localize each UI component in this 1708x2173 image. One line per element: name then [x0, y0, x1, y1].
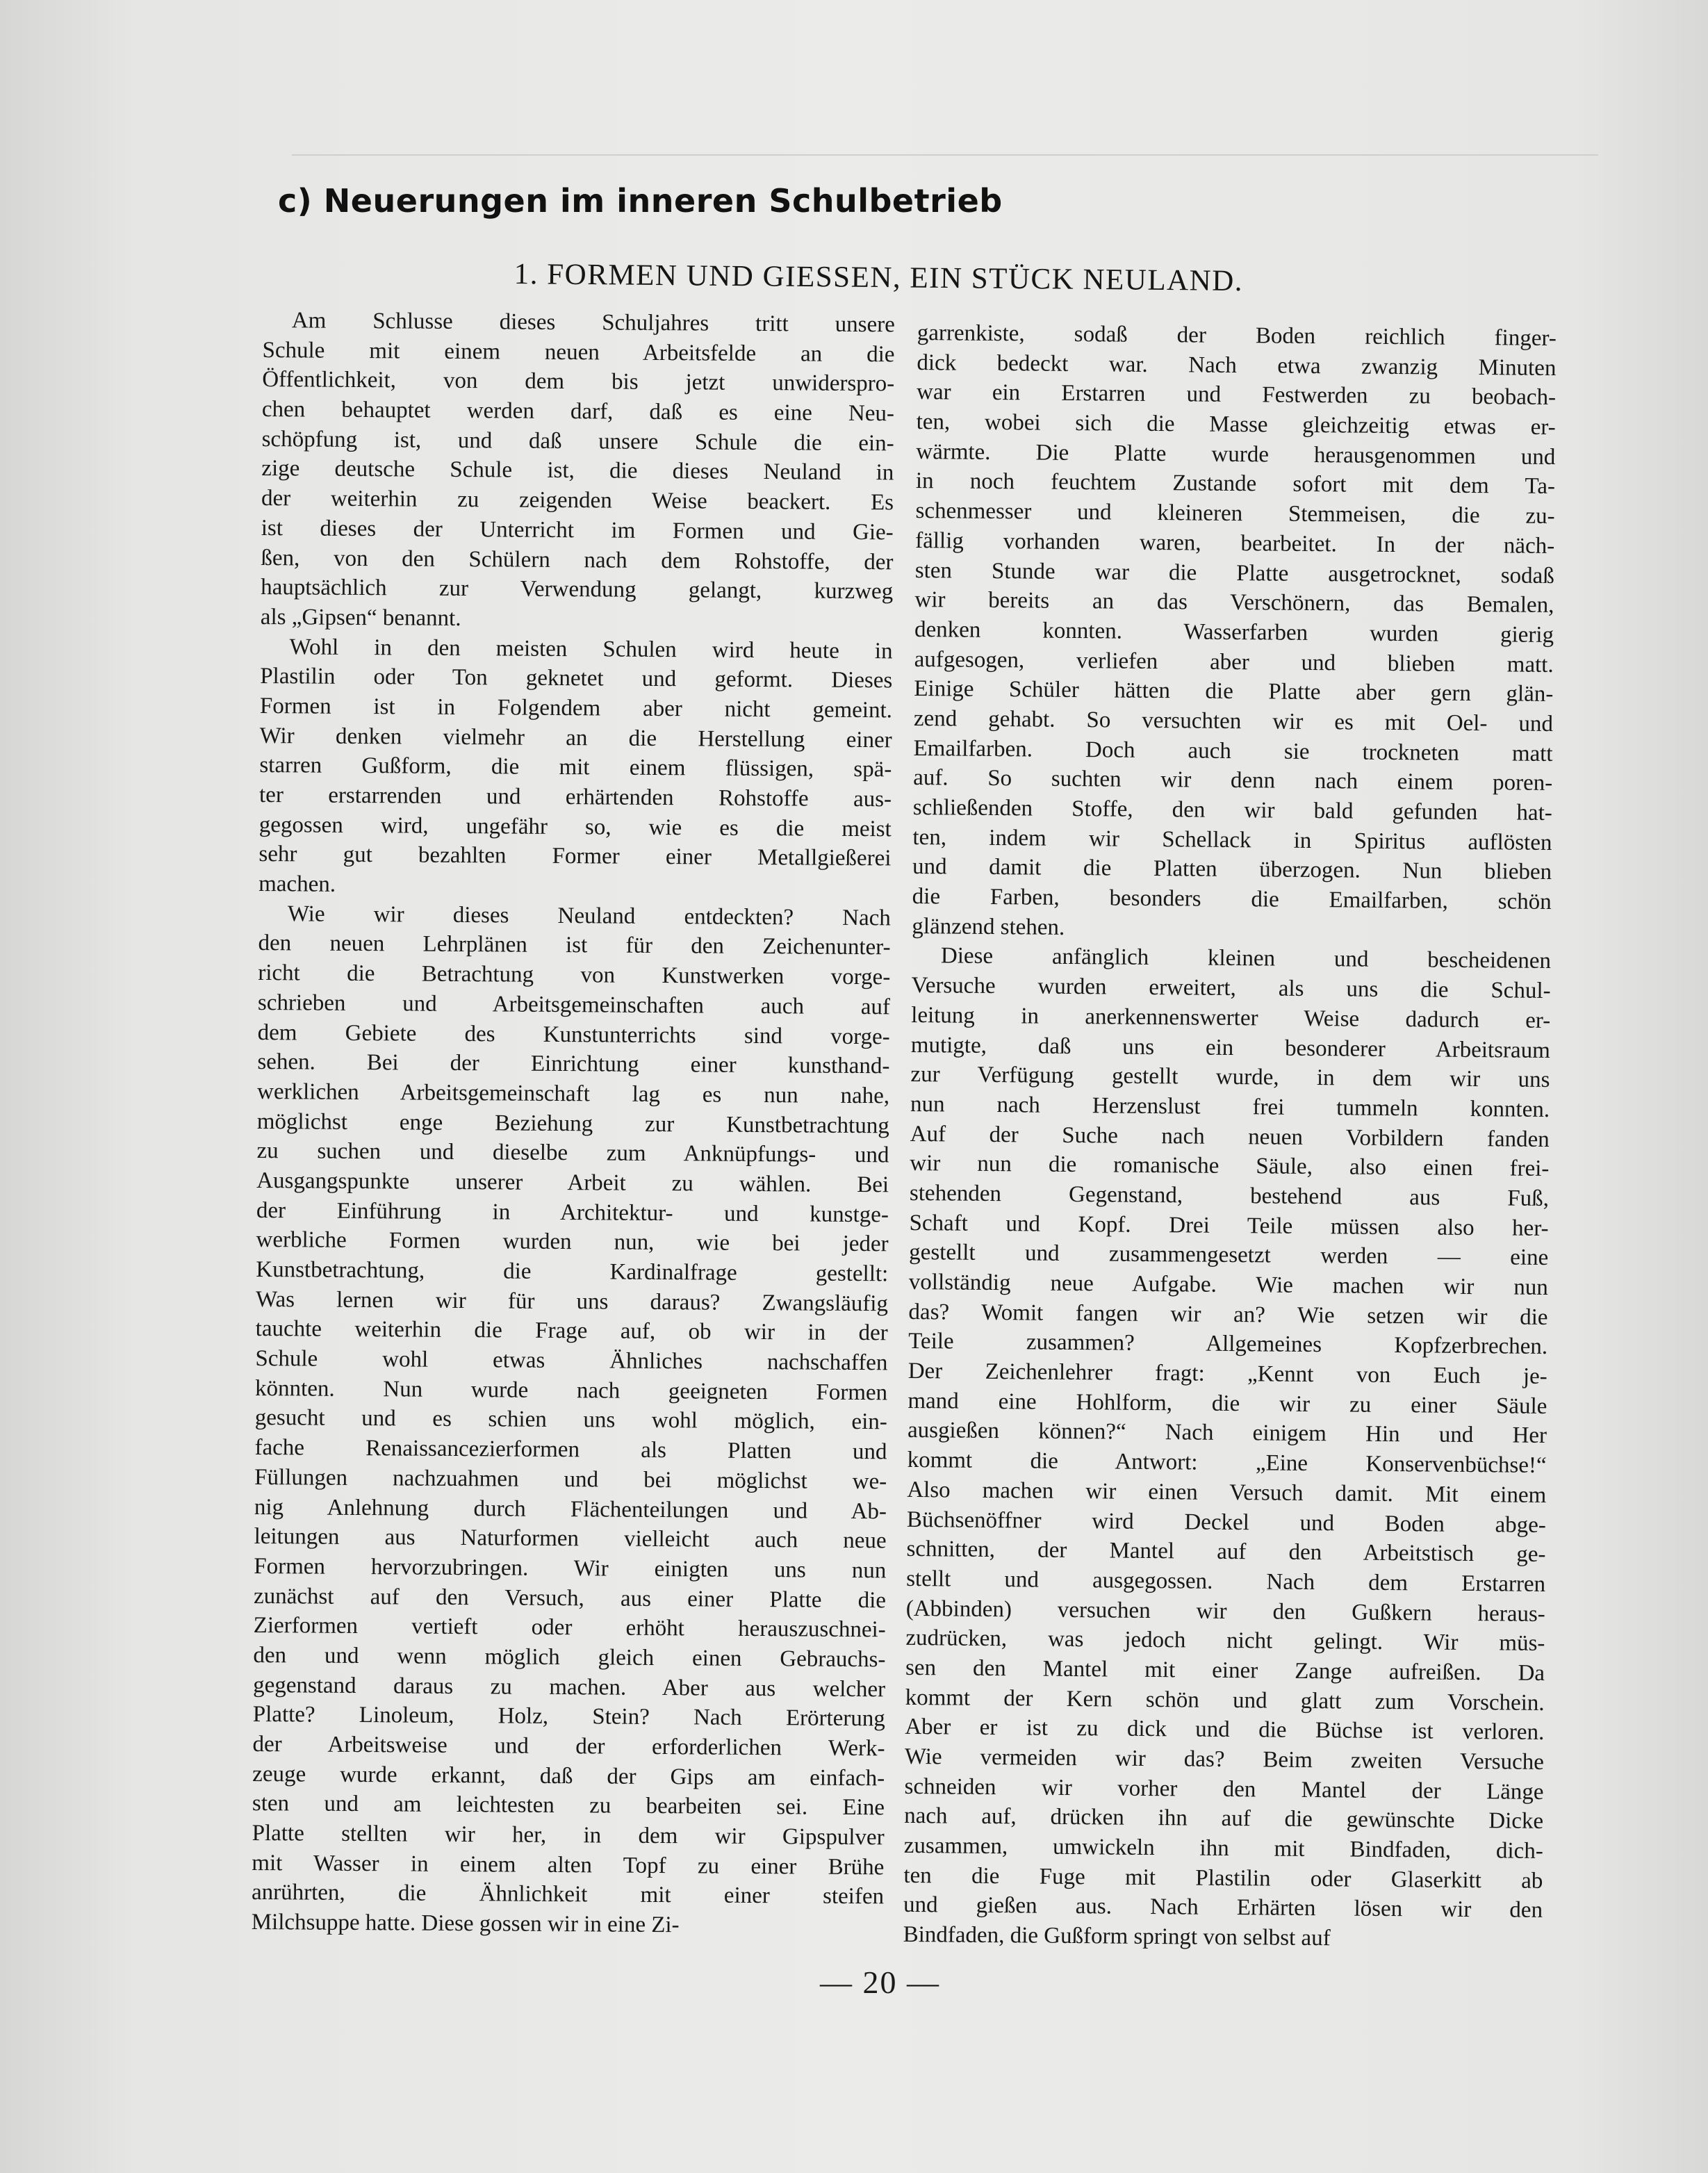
text-line: tauchte weiterhin die Frage auf, ob wir in der	[255, 1316, 888, 1346]
text-line: Milchsuppe hatte. Diese gossen wir in eine Zi-	[251, 1910, 680, 1938]
text-line: Am Schlusse dieses Schuljahres tritt unsere	[291, 308, 895, 338]
text-line: möglichst enge Beziehung zur Kunstbetrachtung	[256, 1108, 889, 1138]
paragraph	[252, 899, 891, 1942]
text-line: gesucht und es schien uns wohl möglich, ein-	[254, 1405, 887, 1435]
text-line: sten Stunde war die Platte ausgetrocknet, sodaß	[914, 557, 1554, 589]
text-line: kommt der Kern schön und glatt zum Vorschein.	[905, 1684, 1545, 1716]
text-line: Plastilin oder Ton geknetet und geformt. Dieses	[260, 664, 893, 694]
left-text-column	[252, 306, 895, 1942]
text-line: werklichen Arbeitsgemeinschaft lag es nun nahe,	[256, 1079, 890, 1109]
text-line: Füllungen nachzuahmen und bei möglichst we-	[254, 1464, 887, 1495]
text-line: Schule wohl etwas Ähnliches nachschaffen	[255, 1346, 888, 1376]
text-line: nun nach Herzenslust frei tummeln konnten.	[910, 1091, 1550, 1122]
page-number: — 20 —	[820, 1965, 940, 2000]
text-line: Versuche wurden erweitert, als uns die Schul-	[911, 973, 1551, 1004]
text-line: sehr gut bezahlten Former einer Metallgießerei	[258, 842, 892, 871]
text-line: schenmesser und kleineren Stemmeisen, die zu-	[915, 498, 1555, 530]
text-line: ten die Fuge mit Plastilin oder Glaserkitt ab	[903, 1862, 1543, 1894]
text-line: leitungen aus Naturformen vielleicht auch neue	[254, 1524, 887, 1554]
text-line: denken konnten. Wasserfarben wurden gierig	[914, 616, 1554, 648]
text-line: dick bedeckt war. Nach etwa zwanzig Minuten	[917, 350, 1557, 381]
text-line: Aber er ist zu dick und die Büchse ist verloren.	[905, 1714, 1545, 1746]
text-line: ist dieses der Unterricht im Formen und Gie-	[261, 515, 894, 546]
text-line: Ausgangspunkte unserer Arbeit zu wählen. Bei	[256, 1167, 889, 1198]
text-line: die Farben, besonders die Emailfarben, schön	[912, 884, 1552, 915]
text-line: (Abbinden) versuchen wir den Gußkern heraus-	[905, 1596, 1545, 1627]
text-line: auf. So suchten wir denn nach einem poren-	[913, 765, 1553, 796]
text-line: schöpfung ist, und daß unsere Schule die ein-	[261, 426, 894, 457]
text-line: vollständig neue Aufgabe. Wie machen wir nun	[908, 1269, 1549, 1300]
text-line: Formen hervorzubringen. Wir einigten uns nun	[254, 1553, 887, 1584]
text-line: Büchsenöffner wird Deckel und Boden abge-	[906, 1507, 1547, 1538]
text-line: Kunstbetrachtung, die Kardinalfrage gestellt:	[256, 1256, 889, 1287]
text-line: Wie vermeiden wir das? Beim zweiten Versuche	[904, 1744, 1545, 1775]
text-line: fällig vorhanden waren, bearbeitet. In der näch-	[915, 527, 1555, 559]
text-line: zur Verfügung gestellt wurde, in dem wir uns	[910, 1062, 1550, 1093]
text-line: gegenstand daraus zu machen. Aber aus welcher	[253, 1672, 886, 1702]
text-line: schneiden wir vorher den Mantel der Länge	[904, 1773, 1544, 1805]
paragraph	[258, 632, 893, 904]
text-line: Wohl in den meisten Schulen wird heute in	[289, 634, 893, 664]
text-line: starren Gußform, die mit einem flüssigen, spä-	[259, 753, 892, 782]
text-line: stehenden Gegenstand, bestehend aus Fuß,	[909, 1180, 1550, 1211]
text-line: Platte stellten wir her, in dem wir Gipspulver	[252, 1821, 885, 1851]
paragraph	[261, 306, 895, 637]
text-line: ßen, von den Schülern nach dem Rohstoffe, der	[261, 545, 894, 575]
text-line: der Einführung in Architektur- und kunstge-	[256, 1197, 889, 1227]
text-line: Schaft und Kopf. Drei Teile müssen also her-	[909, 1210, 1549, 1241]
text-line: nig Anlehnung durch Flächenteilungen und Ab-	[254, 1494, 887, 1524]
text-line: glänzend stehen.	[912, 913, 1065, 940]
text-line: zunächst auf den Versuch, aus einer Platte die	[253, 1583, 887, 1613]
text-line: dem Gebiete des Kunstunterrichts sind vorge-	[257, 1019, 890, 1049]
text-line: stellt und ausgegossen. Nach dem Erstarren	[906, 1566, 1546, 1597]
text-line: zusammen, umwickeln ihn mit Bindfaden, dich-	[903, 1832, 1543, 1864]
text-line: gegossen wird, ungefähr so, wie es die meist	[258, 812, 892, 842]
text-line: wir nun die romanische Säule, also einen frei-	[910, 1151, 1550, 1182]
text-line: der weiterhin zu zeigenden Weise beackert. Es	[261, 486, 894, 516]
text-line: Teile zusammen? Allgemeines Kopfzerbrechen.	[908, 1329, 1548, 1360]
text-line: zige deutsche Schule ist, die dieses Neuland in	[261, 456, 894, 486]
text-line: ten, wobei sich die Masse gleichzeitig etwas er-	[916, 409, 1556, 441]
text-line: Einige Schüler hätten die Platte aber gern glän-	[914, 676, 1554, 707]
text-line: fache Renaissancezierformen als Platten und	[254, 1435, 887, 1465]
text-line: Was lernen wir für uns daraus? Zwangsläufig	[255, 1286, 889, 1317]
text-line: und damit die Platten überzogen. Nun blieben	[912, 854, 1552, 885]
section-heading: c) Neuerungen im inneren Schulbetrieb	[278, 182, 1003, 220]
text-line: als „Gipsen“ benannt.	[260, 604, 461, 631]
text-line: machen.	[258, 871, 336, 897]
right-text-column	[903, 318, 1557, 1955]
text-line: zu suchen und dieselbe zum Anknüpfungs- und	[256, 1138, 889, 1168]
text-line: Emailfarben. Doch auch sie trockneten matt	[913, 735, 1553, 766]
text-line: Zierformen vertieft oder erhöht herauszuschnei-	[253, 1613, 886, 1643]
text-line: Platte? Linoleum, Holz, Stein? Nach Erörterung	[252, 1702, 885, 1732]
text-line: wir bereits an das Verschönern, das Bemalen,	[914, 587, 1554, 618]
text-line: anrührten, die Ähnlichkeit mit einer steifen	[251, 1880, 885, 1910]
text-line: mutigte, daß uns ein besonderer Arbeitsraum	[910, 1032, 1550, 1063]
article-title: 1. FORMEN UND GIESSEN, EIN STÜCK NEULAND.	[514, 257, 1244, 298]
text-line: kommt die Antwort: „Eine Konservenbüchse!“	[907, 1448, 1547, 1479]
text-line: mit Wasser in einem alten Topf zu einer Brühe	[252, 1850, 885, 1880]
text-line: war ein Erstarren und Festwerden zu beobach-	[916, 379, 1557, 411]
text-line: aufgesogen, verliefen aber und blieben matt.	[914, 646, 1554, 678]
paragraph	[912, 318, 1557, 946]
text-line: werbliche Formen wurden nun, wie bei jeder	[256, 1227, 889, 1257]
text-line: schrieben und Arbeitsgemeinschaften auch auf	[257, 990, 891, 1020]
text-line: chen behauptet werden darf, daß es eine Neu-	[261, 397, 895, 427]
text-line: Wie wir dieses Neuland entdeckten? Nach	[287, 901, 891, 931]
text-line: Der Zeichenlehrer fragt: „Kennt von Euch je-	[908, 1359, 1547, 1390]
text-line: schnitten, der Mantel auf den Arbeitstisch ge-	[906, 1536, 1546, 1568]
text-line: schließenden Stoffe, den wir bald gefunden hat-	[912, 794, 1552, 826]
text-line: sten und am leichtesten zu bearbeiten sei. Eine	[252, 1791, 885, 1821]
text-line: Also machen wir einen Versuch damit. Mit einem	[907, 1477, 1547, 1508]
text-line: garrenkiste, sodaß der Boden reichlich finger-	[917, 320, 1557, 352]
text-line: ausgießen können?“ Nach einigem Hin und Her	[907, 1418, 1547, 1449]
text-line: zeuge wurde erkannt, daß der Gips am einfach-	[252, 1761, 885, 1791]
text-line: Formen ist in Folgendem aber nicht gemeint.	[259, 693, 893, 723]
text-line: gestellt und zusammengesetzt werden — eine	[909, 1240, 1549, 1271]
text-line: den und wenn möglich gleich einen Gebrauchs-	[253, 1642, 886, 1673]
text-line: richt die Betrachtung von Kunstwerken vorge-	[258, 960, 891, 990]
text-line: leitung in anerkennenswerter Weise dadurch er-	[911, 1002, 1551, 1033]
text-line: hauptsächlich zur Verwendung gelangt, kurzweg	[261, 575, 894, 605]
text-line: ten, indem wir Schellack in Spiritus auflösten	[912, 824, 1552, 855]
text-line: den neuen Lehrplänen ist für den Zeichenunter-	[258, 930, 891, 960]
text-line: zudrücken, was jedoch nicht gelingt. Wir müs-	[905, 1625, 1545, 1657]
text-line: in noch feuchtem Zustande sofort mit dem Ta-	[915, 468, 1556, 500]
text-line: Bindfaden, die Gußform springt von selbst auf	[903, 1922, 1331, 1951]
text-line: Wir denken vielmehr an die Herstellung einer	[259, 723, 892, 753]
text-line: sehen. Bei der Einrichtung einer kunsthand-	[257, 1049, 890, 1079]
text-line: Öffentlichkeit, von dem bis jetzt unwiderspro-	[262, 367, 895, 397]
text-line: Auf der Suche nach neuen Vorbildern fanden	[910, 1121, 1550, 1152]
text-line: ter erstarrenden und erhärtenden Rohstoffe aus-	[258, 782, 892, 812]
text-line: nach auf, drücken ihn auf die gewünschte Dicke	[904, 1803, 1544, 1835]
text-line: wärmte. Die Platte wurde herausgenommen und	[916, 438, 1556, 470]
text-line: Schule mit einem neuen Arbeitsfelde an die	[262, 337, 895, 368]
text-line: zend gehabt. So versuchten wir es mit Oel- und	[913, 705, 1554, 737]
text-line: mand eine Hohlform, die wir zu einer Säule	[908, 1388, 1547, 1419]
top-rule-divider	[292, 154, 1598, 156]
text-line: und gießen aus. Nach Erhärten lösen wir den	[903, 1892, 1543, 1924]
text-line: das? Womit fangen wir an? Wie setzen wir die	[908, 1299, 1548, 1330]
paragraph	[903, 941, 1552, 1955]
text-line: der Arbeitsweise und der erforderlichen Werk-	[252, 1731, 885, 1762]
text-line: sen den Mantel mit einer Zange aufreißen. Da	[905, 1655, 1545, 1686]
text-line: könnten. Nun wurde nach geeigneten Formen	[254, 1375, 888, 1406]
text-line: Diese anfänglich kleinen und bescheidenen	[940, 943, 1552, 974]
